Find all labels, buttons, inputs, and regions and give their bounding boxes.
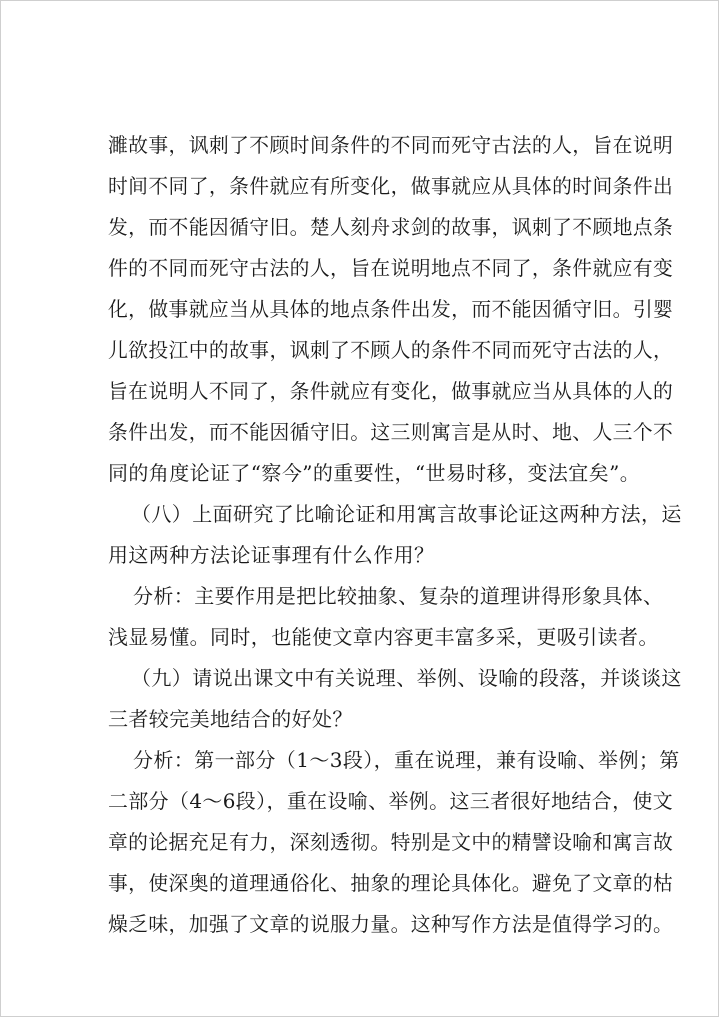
text-line: 件的不同而死守古法的人，旨在说明地点不同了，条件就应有变 xyxy=(108,256,674,280)
text-line: 事，使深奥的道理通俗化、抽象的理论具体化。避免了文章的枯 xyxy=(108,871,674,895)
text-line: 儿欲投江中的故事，讽刺了不顾人的条件不同而死守古法的人， xyxy=(108,338,674,362)
question-8: （八）上面研究了比喻论证和用寓言故事论证这两种方法，运 xyxy=(131,502,682,526)
question-8-cont: 用这两种方法论证事理有什么作用？ xyxy=(108,543,435,567)
question-9: （九）请说出课文中有关说理、举例、设喻的段落，并谈谈这 xyxy=(131,666,682,690)
text-line: 条件出发，而不能因循守旧。这三则寓言是从时、地、人三个不 xyxy=(108,420,674,444)
text-line: 化，做事就应当从具体的地点条件出发，而不能因循守旧。引婴 xyxy=(108,297,674,321)
text-line: 二部分（4～6段），重在设喻、举例。这三者很好地结合，使文 xyxy=(108,789,674,813)
text-line: 章的论据充足有力，深刻透彻。特别是文中的精譬设喻和寓言故 xyxy=(108,830,674,854)
analysis-9: 分析：第一部分（1～3段），重在说理，兼有设喻、举例；第 xyxy=(133,748,680,772)
text-line: 濉故事，讽刺了不顾时间条件的不同而死守古法的人，旨在说明 xyxy=(108,133,674,157)
text-line: 发，而不能因循守旧。楚人刻舟求剑的故事，讽刺了不顾地点条 xyxy=(108,215,674,239)
analysis-8-cont: 浅显易懂。同时，也能使文章内容更丰富多采，更吸引读者。 xyxy=(108,625,659,649)
text-line: 时间不同了，条件就应有所变化，做事就应从具体的时间条件出 xyxy=(108,174,674,198)
text-line: 旨在说明人不同了，条件就应有变化，做事就应当从具体的人的 xyxy=(108,379,674,403)
question-9-cont: 三者较完美地结合的好处？ xyxy=(108,707,353,731)
text-line: 燥乏味，加强了文章的说服力量。这种写作方法是值得学习的。 xyxy=(108,912,674,936)
analysis-8: 分析：主要作用是把比较抽象、复杂的道理讲得形象具体、 xyxy=(133,584,664,608)
text-line: 同的角度论证了“察今”的重要性，“世易时移，变法宜矣”。 xyxy=(108,461,641,485)
